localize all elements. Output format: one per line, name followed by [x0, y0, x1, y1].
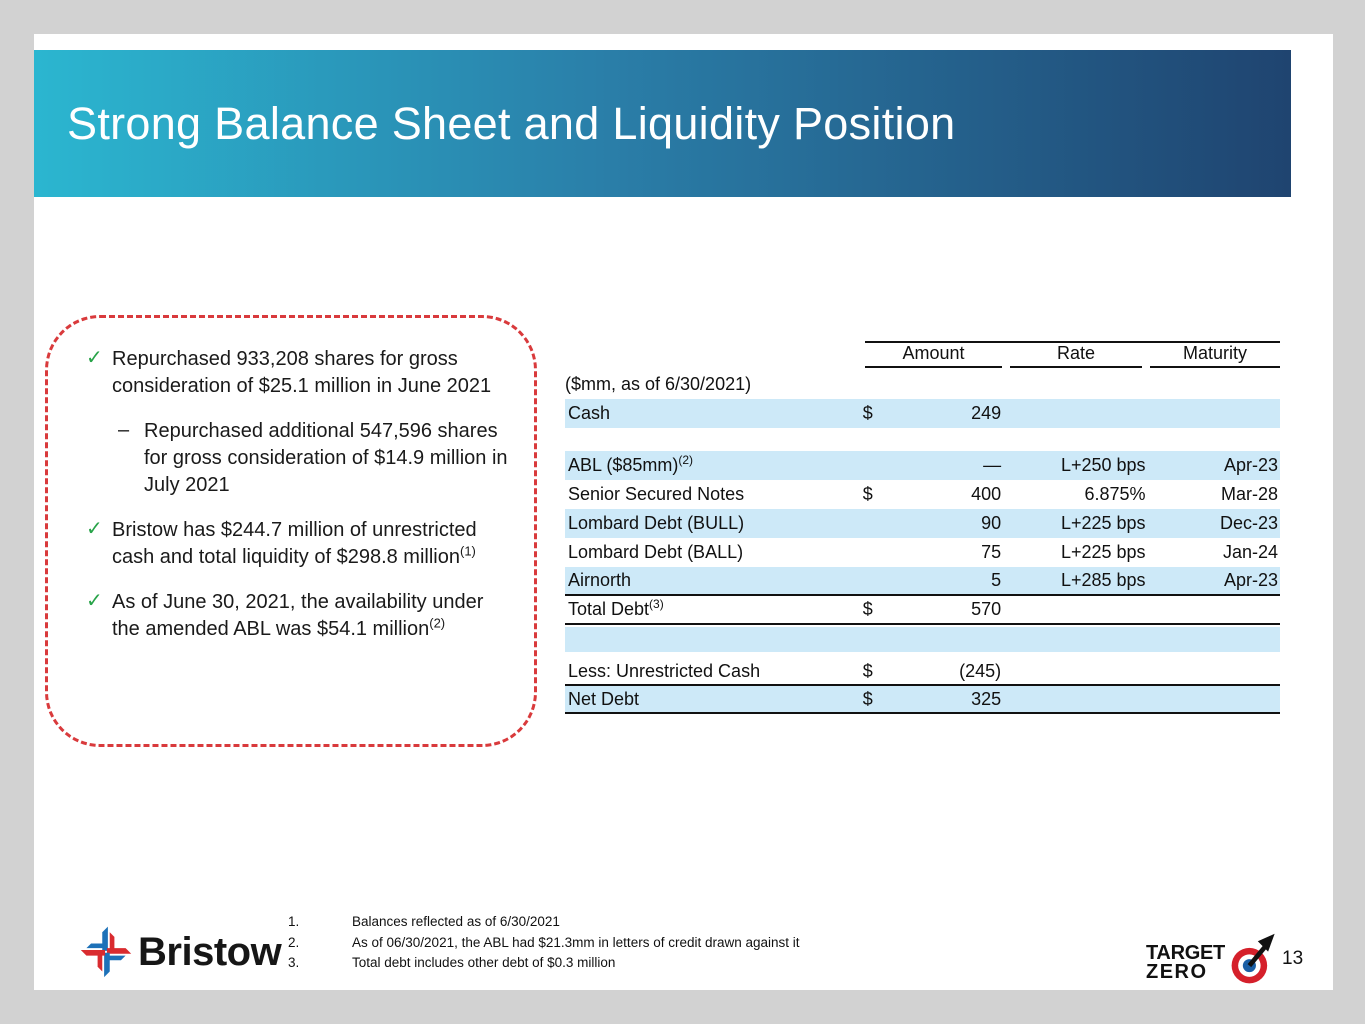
footnote-number: 2.	[288, 934, 300, 950]
table-header-spacer	[565, 341, 865, 368]
table-row	[565, 451, 1280, 480]
table-row-spacer	[565, 428, 1280, 451]
bullet-text: Repurchased 933,208 shares for gross consideration of $25.1 million in June 2021	[112, 348, 492, 397]
table-row	[565, 567, 1280, 596]
footnote-ref: (1)	[460, 543, 476, 559]
bullet-item	[86, 346, 508, 400]
footnote-number: 3.	[288, 955, 300, 970]
cell-rate: L+285 bps	[1060, 570, 1146, 590]
footnote-text: Balances reflected as of 6/30/2021	[352, 914, 560, 929]
table-row	[565, 596, 1280, 625]
bullet-text: Bristow has $244.7 million of unrestricted cash and total liquidity of $298.8 million	[112, 519, 477, 568]
footnote-text: As of 06/30/2021, the ABL had $21.3mm in letters of credit drawn against it	[352, 934, 800, 950]
cell-rate: L+250 bps	[1060, 455, 1146, 475]
target-zero-logo	[1146, 930, 1284, 995]
row-label	[565, 513, 863, 534]
row-label	[565, 455, 863, 476]
cell-maturity: Jan-24	[1222, 542, 1278, 562]
table-row	[565, 658, 1280, 686]
check-icon: ✓	[86, 347, 103, 369]
cell-rate: L+225 bps	[1060, 542, 1146, 562]
sub-bullet-item	[118, 418, 512, 499]
row-label-text: Airnorth	[568, 570, 632, 590]
table-body	[565, 399, 1280, 714]
column-header-amount: Amount	[865, 341, 1002, 368]
row-label-text: Less: Unrestricted Cash	[568, 660, 761, 681]
cell-amount: (245)	[959, 660, 1002, 681]
bristow-logo	[78, 920, 281, 985]
target-zero-line2: ZERO	[1146, 960, 1208, 983]
page-title: Strong Balance Sheet and Liquidity Position	[67, 97, 956, 149]
table-row	[565, 399, 1280, 428]
debt-table	[565, 341, 1280, 714]
row-label	[565, 689, 863, 710]
row-label	[565, 484, 863, 505]
table-row	[565, 509, 1280, 538]
row-label	[565, 661, 863, 682]
cell-maturity: Dec-23	[1219, 513, 1278, 533]
row-label-text: ABL ($85mm)	[568, 455, 679, 475]
table-row	[565, 686, 1280, 714]
cell-amount: —	[983, 455, 1002, 475]
slide	[34, 34, 1333, 990]
footnote-line	[288, 933, 800, 954]
table-caption: ($mm, as of 6/30/2021)	[565, 374, 752, 394]
target-zero-bullseye-icon	[1226, 930, 1284, 995]
row-label	[565, 570, 863, 591]
bullet-list	[48, 346, 534, 643]
cell-maturity: Apr-23	[1223, 455, 1278, 475]
bristow-pinwheel-icon	[78, 920, 134, 985]
column-header-maturity: Maturity	[1150, 341, 1280, 368]
cell-amount: 400	[971, 484, 1002, 504]
footnote-ref: (3)	[649, 597, 664, 611]
cell-dollar-sign: $	[862, 484, 873, 504]
slide-header-bar	[34, 50, 1291, 197]
bullet-text: Repurchased additional 547,596 shares for gross consideration of $14.9 million in July 2021	[144, 420, 508, 496]
bullet-item	[86, 589, 508, 643]
cell-dollar-sign: $	[862, 403, 873, 423]
row-label-text: Net Debt	[568, 688, 640, 709]
bullet-item	[86, 517, 508, 571]
row-label-text: Lombard Debt (BALL)	[568, 542, 744, 562]
highlights-callout-box	[45, 315, 537, 747]
page-number: 13	[1282, 948, 1304, 969]
target-zero-wordmark	[1146, 941, 1225, 983]
row-label-text: Senior Secured Notes	[568, 484, 745, 504]
cell-rate: 6.875%	[1084, 484, 1146, 504]
footnote-ref: (2)	[678, 453, 694, 467]
cell-amount: 325	[971, 688, 1002, 709]
cell-amount: 75	[981, 542, 1002, 562]
footnote-number: 1.	[288, 914, 300, 929]
cell-amount: 90	[981, 513, 1002, 533]
target-zero-line1: TARGET	[1146, 941, 1225, 964]
table-row	[565, 627, 1280, 652]
bristow-wordmark: Bristow	[138, 930, 282, 974]
cell-amount: 570	[971, 599, 1002, 619]
table-header-row	[565, 341, 1280, 368]
table-top-rule	[865, 341, 1280, 343]
cell-dollar-sign: $	[862, 660, 873, 681]
column-header-rate: Rate	[1010, 341, 1142, 368]
footnote-ref: (2)	[429, 615, 446, 631]
cell-maturity: Apr-23	[1223, 570, 1278, 590]
table-row	[565, 480, 1280, 509]
row-label-text: Total Debt	[568, 599, 650, 619]
table-row	[565, 538, 1280, 567]
footnote-text: Total debt includes other debt of $0.3 million	[352, 955, 616, 970]
row-label	[565, 542, 863, 563]
footnote-line	[288, 912, 800, 933]
row-label	[565, 403, 863, 424]
cell-rate: L+225 bps	[1060, 513, 1146, 533]
check-icon: ✓	[86, 518, 103, 540]
row-label	[565, 599, 863, 620]
row-label-text: Cash	[568, 403, 611, 423]
cell-amount: 5	[991, 570, 1002, 590]
row-label-text: Lombard Debt (BULL)	[568, 513, 745, 533]
footnote-line	[288, 953, 800, 974]
bullet-text: As of June 30, 2021, the availability under the amended ABL was $54.1 million	[112, 591, 484, 640]
dash-marker: –	[118, 419, 130, 441]
cell-maturity: Mar-28	[1220, 484, 1278, 504]
cell-amount: 249	[971, 403, 1002, 423]
cell-dollar-sign: $	[862, 599, 873, 619]
cell-dollar-sign: $	[862, 688, 873, 709]
check-icon: ✓	[86, 590, 103, 612]
footnotes	[288, 912, 800, 974]
